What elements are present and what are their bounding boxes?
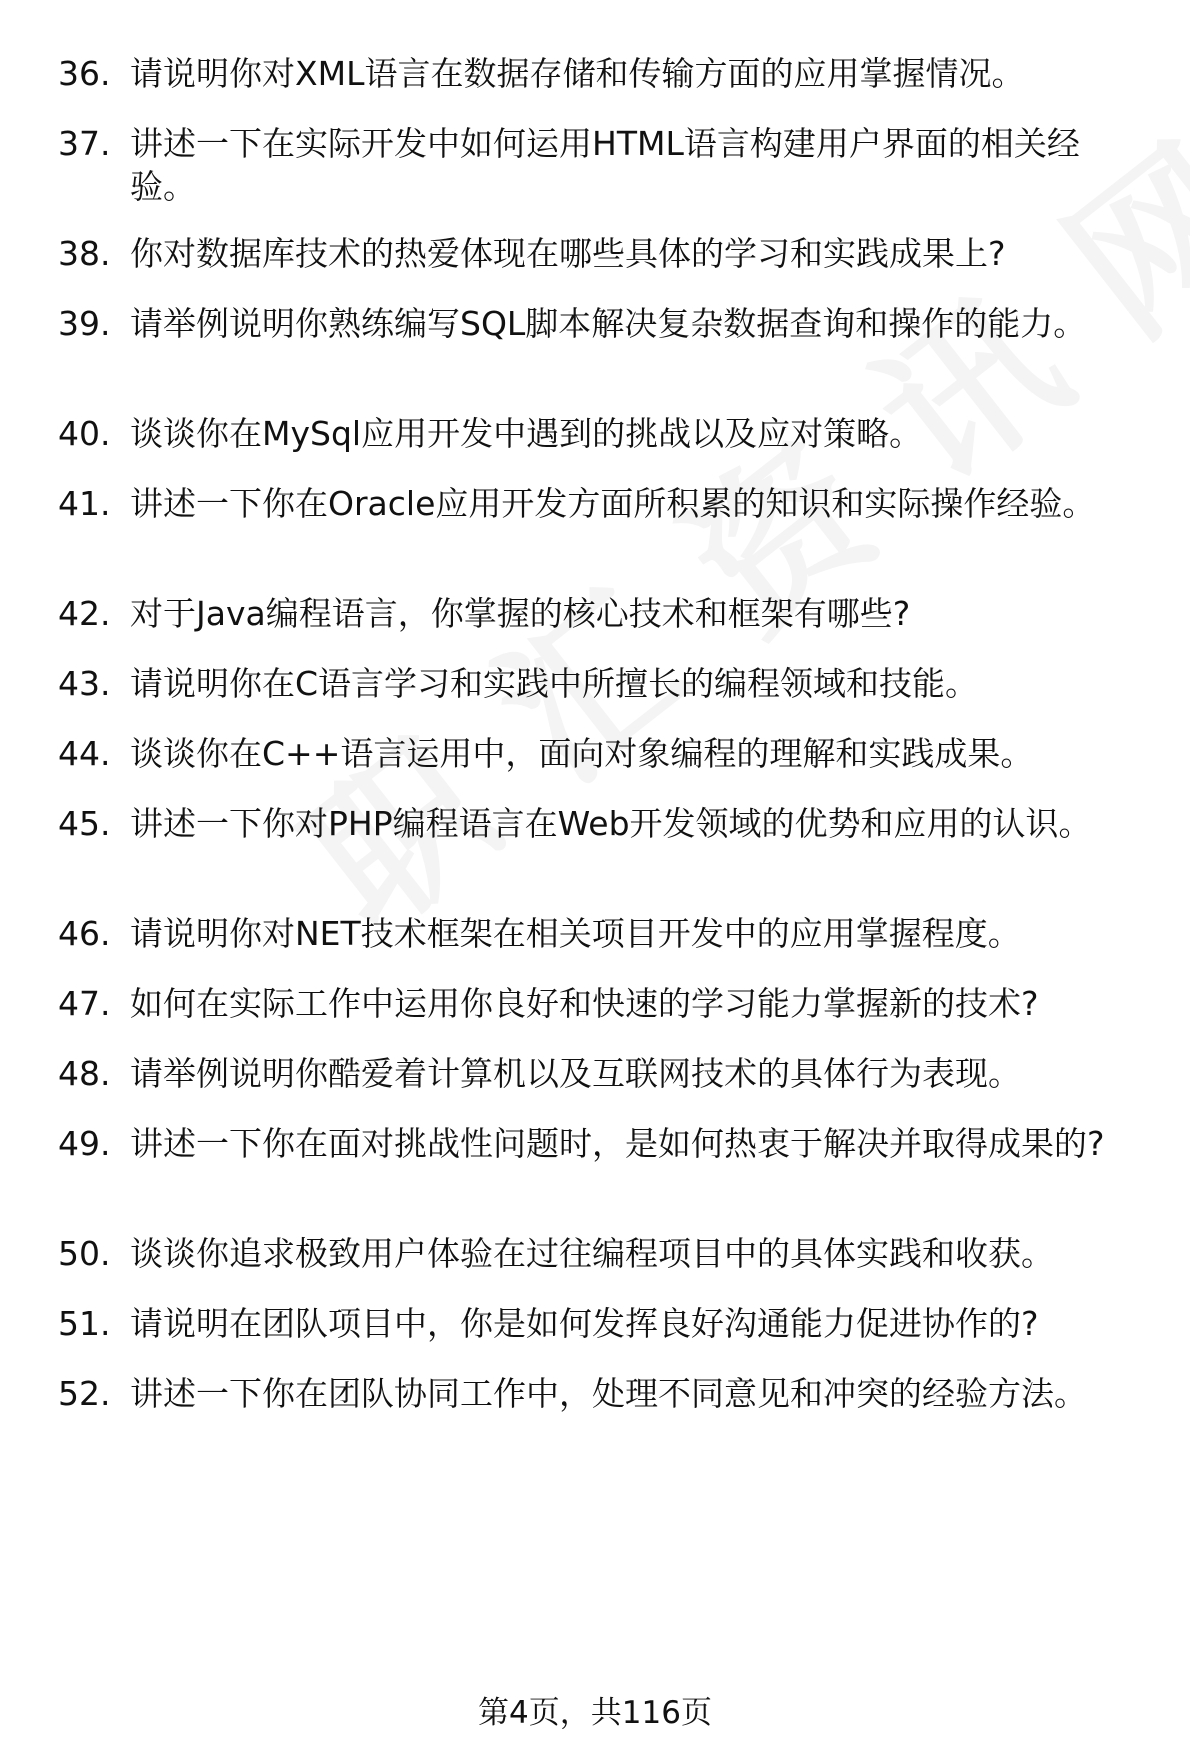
question-text: 谈谈你在C++语言运用中，面向对象编程的理解和实践成果。	[130, 734, 1034, 773]
question-text: 讲述一下你在面对挑战性问题时，是如何热衷于解决并取得成果的?	[130, 1124, 1105, 1163]
question-item	[58, 412, 1148, 455]
question-item	[58, 592, 1148, 635]
question-text: 请说明你在C语言学习和实践中所擅长的编程领域和技能。	[130, 664, 979, 703]
question-number: 52.	[58, 1374, 111, 1413]
question-number: 45.	[58, 804, 111, 843]
question-text: 如何在实际工作中运用你良好和快速的学习能力掌握新的技术?	[130, 984, 1039, 1023]
question-item	[58, 1232, 1148, 1275]
question-text: 谈谈你追求极致用户体验在过往编程项目中的具体实践和收获。	[130, 1234, 1054, 1273]
question-item	[58, 122, 1148, 208]
question-number: 37.	[58, 124, 111, 163]
question-item	[58, 1052, 1148, 1095]
question-text: 谈谈你在MySql应用开发中遇到的挑战以及应对策略。	[130, 414, 923, 453]
question-text: 讲述一下在实际开发中如何运用HTML语言构建用户界面的相关经验。	[130, 124, 1080, 206]
question-text: 对于Java编程语言，你掌握的核心技术和框架有哪些?	[130, 594, 911, 633]
question-number: 41.	[58, 484, 111, 523]
question-item	[58, 1302, 1148, 1345]
question-item	[58, 802, 1148, 845]
question-number: 36.	[58, 54, 111, 93]
question-item	[58, 52, 1148, 95]
page-footer: 第4页，共116页	[478, 1695, 712, 1731]
question-text: 讲述一下你对PHP编程语言在Web开发领域的优势和应用的认识。	[130, 804, 1092, 843]
question-number: 44.	[58, 734, 111, 773]
question-text: 请说明你对XML语言在数据存储和传输方面的应用掌握情况。	[130, 54, 1025, 93]
question-number: 38.	[58, 234, 111, 273]
question-item	[58, 732, 1148, 775]
question-item	[58, 1122, 1148, 1165]
question-text: 你对数据库技术的热爱体现在哪些具体的学习和实践成果上?	[130, 234, 1006, 273]
question-item	[58, 912, 1148, 955]
question-text: 讲述一下你在Oracle应用开发方面所积累的知识和实际操作经验。	[130, 484, 1096, 523]
question-number: 42.	[58, 594, 111, 633]
question-number: 46.	[58, 914, 111, 953]
question-item	[58, 1372, 1148, 1415]
question-number: 47.	[58, 984, 111, 1023]
question-text: 讲述一下你在团队协同工作中，处理不同意见和冲突的经验方法。	[130, 1374, 1087, 1413]
question-number: 39.	[58, 304, 111, 343]
question-number: 50.	[58, 1234, 111, 1273]
question-item	[58, 482, 1148, 525]
question-number: 43.	[58, 664, 111, 703]
question-item	[58, 982, 1148, 1025]
question-number: 49.	[58, 1124, 111, 1163]
question-number: 51.	[58, 1304, 111, 1343]
question-item	[58, 232, 1148, 275]
question-text: 请举例说明你酷爱着计算机以及互联网技术的具体行为表现。	[130, 1054, 1021, 1093]
question-text: 请举例说明你熟练编写SQL脚本解决复杂数据查询和操作的能力。	[130, 304, 1087, 343]
question-number: 40.	[58, 414, 111, 453]
question-text: 请说明在团队项目中，你是如何发挥良好沟通能力促进协作的?	[130, 1304, 1039, 1343]
question-item	[58, 302, 1148, 345]
question-text: 请说明你对NET技术框架在相关项目开发中的应用掌握程度。	[130, 914, 1021, 953]
question-number: 48.	[58, 1054, 111, 1093]
question-item	[58, 662, 1148, 705]
